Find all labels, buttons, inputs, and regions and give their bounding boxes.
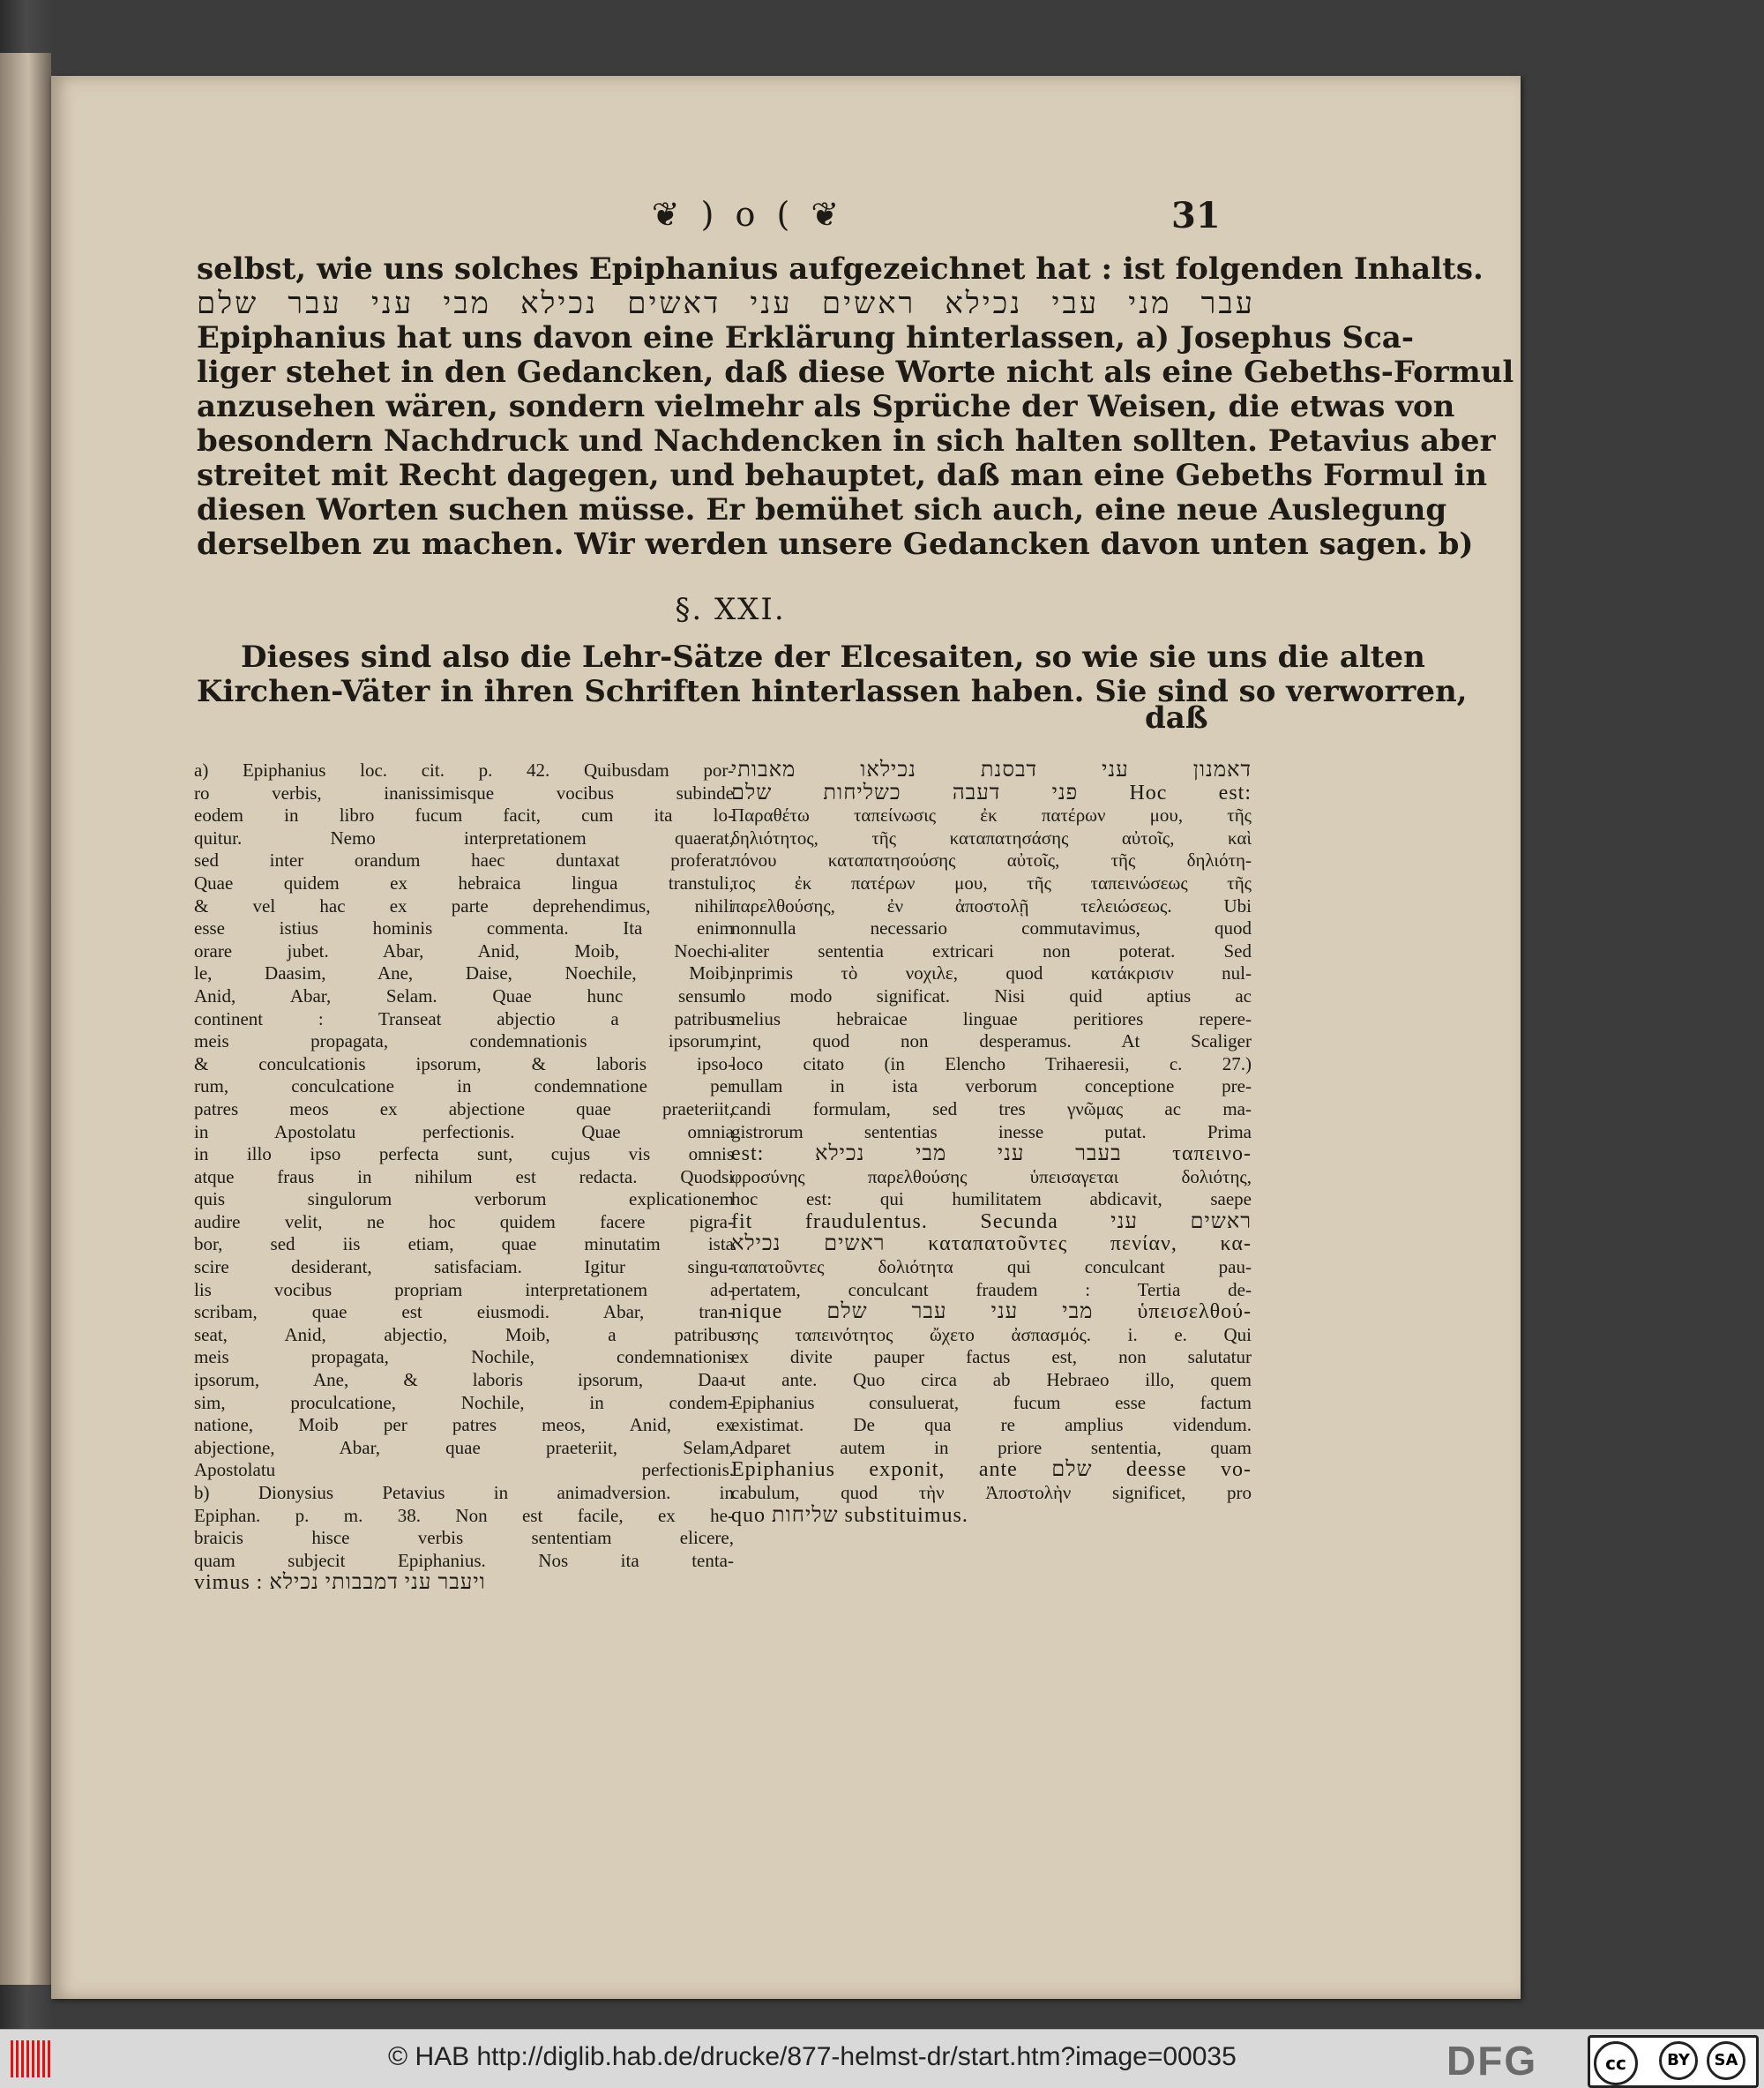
footnote-line: continent : Transeat abjectio a patribus [194,1007,734,1029]
footnote-line: τος ἐκ πατέρων μου, τῆς ταπεινώσεως τῆς [731,872,1252,894]
footnote-line: & vel hac ex parte deprehendimus, nihili [194,894,734,917]
footnote-line: quo שליחות substituimus. [731,1503,968,1527]
footnote-line: candi formulam, sed tres γνῶμας ac ma- [731,1097,1252,1119]
footnote-line: nique מבי עני עבר שלם ὑπεισελθού- [731,1300,1252,1324]
sa-icon: SA [1707,2041,1745,2080]
page-number: 31 [1171,195,1221,236]
by-icon: BY [1659,2041,1698,2080]
footnote-line: in illo ipso perfecta sunt, cujus vis omnis [194,1143,734,1165]
cc-license-badge[interactable] [1588,2035,1759,2088]
footnote-line: hoc est: qui humilitatem abdicavit, saepe [731,1188,1252,1210]
footnote-line: natione, Moib per patres meos, Anid, ex [194,1414,734,1436]
text-line: streitet mit Recht dagegen, und behauptet, daß man eine Gebeths Formul in [197,458,1488,493]
footnote-line: fit fraudulentus. Secunda ראשים עני [731,1209,1252,1233]
footnote-line: דאמנון עני דבסנת נכילאו מאבותי [731,759,1252,782]
text-line: Kirchen-Väter in ihren Schriften hinterlassen haben. Sie sind so verworren, [197,674,1468,709]
footnote-column-right [731,760,1252,1527]
text-line: anzusehen wären, sondern vielmehr als Sprüche der Weisen, die etwas von [197,389,1455,424]
footnote-line: φροσύνης παρελθούσης ὑπεισαγεται δολιότης, [731,1165,1252,1187]
footnote-line: rint, quod non desperamus. At Scaliger [731,1030,1252,1052]
footnote-line: gistrorum sententias inesse putat. Prima [731,1120,1252,1142]
footnote-line: lis vocibus propriam interpretationem ad- [194,1278,734,1300]
footnote-column-left [194,760,734,1595]
text-line: diesen Worten suchen müsse. Er bemühet sich auch, eine neue Auslegung [197,492,1447,528]
footnote-line: melius hebraicae linguae peritiores repere- [731,1007,1252,1029]
footer-bar [0,2029,1764,2088]
main-paragraph-2 [197,640,1468,709]
text-line: liger stehet in den Gedancken, daß diese Worte nicht als eine Gebeths-Formul [197,355,1514,390]
footnote-line: Epiphanius consuluerat, fucum esse factum [731,1391,1252,1413]
footnote-line: Epiphanius exponit, ante שלם deesse vo- [731,1458,1252,1482]
footnote-line: σης ταπεινότητος ὤχετο ἀσπασμός. i. e. Qui [731,1323,1252,1345]
text-line: besondern Nachdruck und Nachdencken in sich halten sollten. Petavius aber [197,423,1496,459]
footnote-line: a) Epiphanius loc. cit. p. 42. Quibusdam por- [194,760,734,781]
footnote-line: atque fraus in nihilum est redacta. Quodsi [194,1165,734,1187]
footnote-line: le, Daasim, Ane, Daise, Noechile, Moib, [194,962,734,984]
footnote-line: scribam, quae est eiusmodi. Abar, tran- [194,1301,734,1323]
footnote-line: ro verbis, inanissimisque vocibus subinde [194,782,734,804]
main-paragraph-1 [197,251,1514,562]
footnote-line: nullam in ista verborum conceptione pre- [731,1075,1252,1097]
library-logo-icon [11,2040,53,2077]
footnote-line: lo modo significat. Nisi quid aptius ac [731,984,1252,1007]
footnote-line: cabulum, quod τὴν Ἀποστολὴν significet, pro [731,1482,1252,1503]
text-line: Dieses sind also die Lehr-Sätze der Elcesaiten, so wie sie uns die alten [241,640,1425,675]
footnote-line: Παραθέτω ταπείνωσις ἐκ πατέρων μου, τῆς [731,805,1252,827]
footnote-line: patres meos ex abjectione quae praeteriit, [194,1097,734,1119]
footnote-line: Adparet autem in priore sententia, quam [731,1436,1252,1458]
footnote-line: ex divite pauper factus est, non salutatur [731,1346,1252,1368]
section-heading: §. XXI. [675,592,786,627]
footnote-line: inprimis τὸ νοχιλε, quod κατάκρισιν nul- [731,962,1252,984]
footnote-line: meis propagata, condemnationis ipsorum, [194,1030,734,1052]
footnote-line: pertatem, conculcant fraudem : Tertia de- [731,1278,1252,1300]
footnote-line: ראשים נכילא καταπατοῦντες πενίαν, κα- [731,1232,1252,1256]
footnote-line: seat, Anid, abjectio, Moib, a patribus [194,1323,734,1345]
text-line: derselben zu machen. Wir werden unsere Gedancken davon unten sagen. b) [197,527,1474,562]
footnote-line: παρελθούσης, ἐν ἀποστολῇ τελειώσεως. Ubi [731,894,1252,917]
book-page [51,76,1521,1999]
cc-icon: cc [1594,2041,1638,2085]
footnote-line: nonnulla necessario commutavimus, quod [731,917,1252,939]
left-page-edge [0,53,51,1985]
footnote-line: ipsorum, Ane, & laboris ipsorum, Daa- [194,1369,734,1391]
footnote-line: audire velit, ne hoc quidem facere pigra- [194,1210,734,1232]
text-line: Epiphanius hat uns davon eine Erklärung hinterlassen, a) Josephus Sca- [197,320,1414,355]
text-line: selbst, wie uns solches Epiphanius aufgezeichnet hat : ist folgenden Inhalts. [197,251,1484,287]
footnote-line: existimat. De qua re amplius videndum. [731,1414,1252,1436]
hebrew-line: עבר מני עבי נכילא ראשים עני דאשים נכילא מבי עני עבר שלם [197,286,1255,321]
page-header-ornament: ❦ ) o ( ❦ [651,195,845,234]
footnote-line: abjectione, Abar, quae praeteriit, Selam, [194,1436,734,1458]
catchword: daß [1145,700,1208,736]
footnote-line: in Apostolatu perfectionis. Quae omnia [194,1120,734,1142]
footnote-line: quam subjecit Epiphanius. Nos ita tenta- [194,1549,734,1571]
footnote-line: sim, proculcatione, Nochile, in condem- [194,1391,734,1413]
footnote-line: loco citato (in Elencho Trihaeresii, c. 27.) [731,1052,1252,1074]
footnote-line: est: בעבר עני מבי נכילא ταπεινο- [731,1142,1252,1166]
footnote-line: Apostolatu perfectionis. [194,1459,734,1481]
footnote-line: δηλιότητος, τῆς καταπατησάσης αὐτοῖς, καὶ [731,827,1252,849]
footnote-line: Epiphan. p. m. 38. Non est facile, ex he- [194,1504,734,1526]
footnote-line: Anid, Abar, Selam. Quae hunc sensum [194,984,734,1007]
footnote-line: ut ante. Quo circa ab Hebraeo illo, quem [731,1369,1252,1391]
footnote-line: meis propagata, Nochile, condemnationis [194,1346,734,1368]
footnote-line: sed inter orandum haec duntaxat proferat. [194,849,734,872]
footnote-line: vimus : ויעבר עני דמבבותי נכילא [194,1571,486,1595]
footnote-line: braicis hisce verbis sententiam elicere, [194,1527,734,1549]
footnote-line: Quae quidem ex hebraica lingua transtuli, [194,872,734,894]
footnote-line: aliter sententia extricari non poterat. Sed [731,939,1252,962]
footnote-line: orare jubet. Abar, Anid, Moib, Noechi- [194,939,734,962]
footnote-line: quis singulorum verborum explicationem [194,1188,734,1210]
footnote-line: eodem in libro fucum facit, cum ita lo- [194,805,734,827]
footnote-line: scire desiderant, satisfaciam. Igitur singu- [194,1256,734,1278]
footnote-line: & conculcationis ipsorum, & laboris ipso- [194,1052,734,1074]
footnote-line: bor, sed iis etiam, quae minutatim ista [194,1233,734,1255]
footnote-line: quitur. Nemo interpretationem quaerat, [194,827,734,849]
footnote-line: פני דעבה כשליחות שלם Hoc est: [731,781,1252,805]
dfg-logo: DFG [1446,2038,1538,2084]
footnote-line: b) Dionysius Petavius in animadversion. in [194,1482,734,1503]
footnote-line: ταπατοῦντες δολιότητα qui conculcant pau- [731,1256,1252,1278]
footer-copyright-link[interactable]: © HAB http://diglib.hab.de/drucke/877-helmst-dr/start.htm?image=00035 [388,2042,1237,2071]
footnote-line: esse istius hominis commenta. Ita enim [194,917,734,939]
footnote-line: rum, conculcatione in condemnatione per [194,1075,734,1097]
footnote-line: πόνου καταπατησούσης αὐτοῖς, τῆς δηλιότη- [731,849,1252,872]
